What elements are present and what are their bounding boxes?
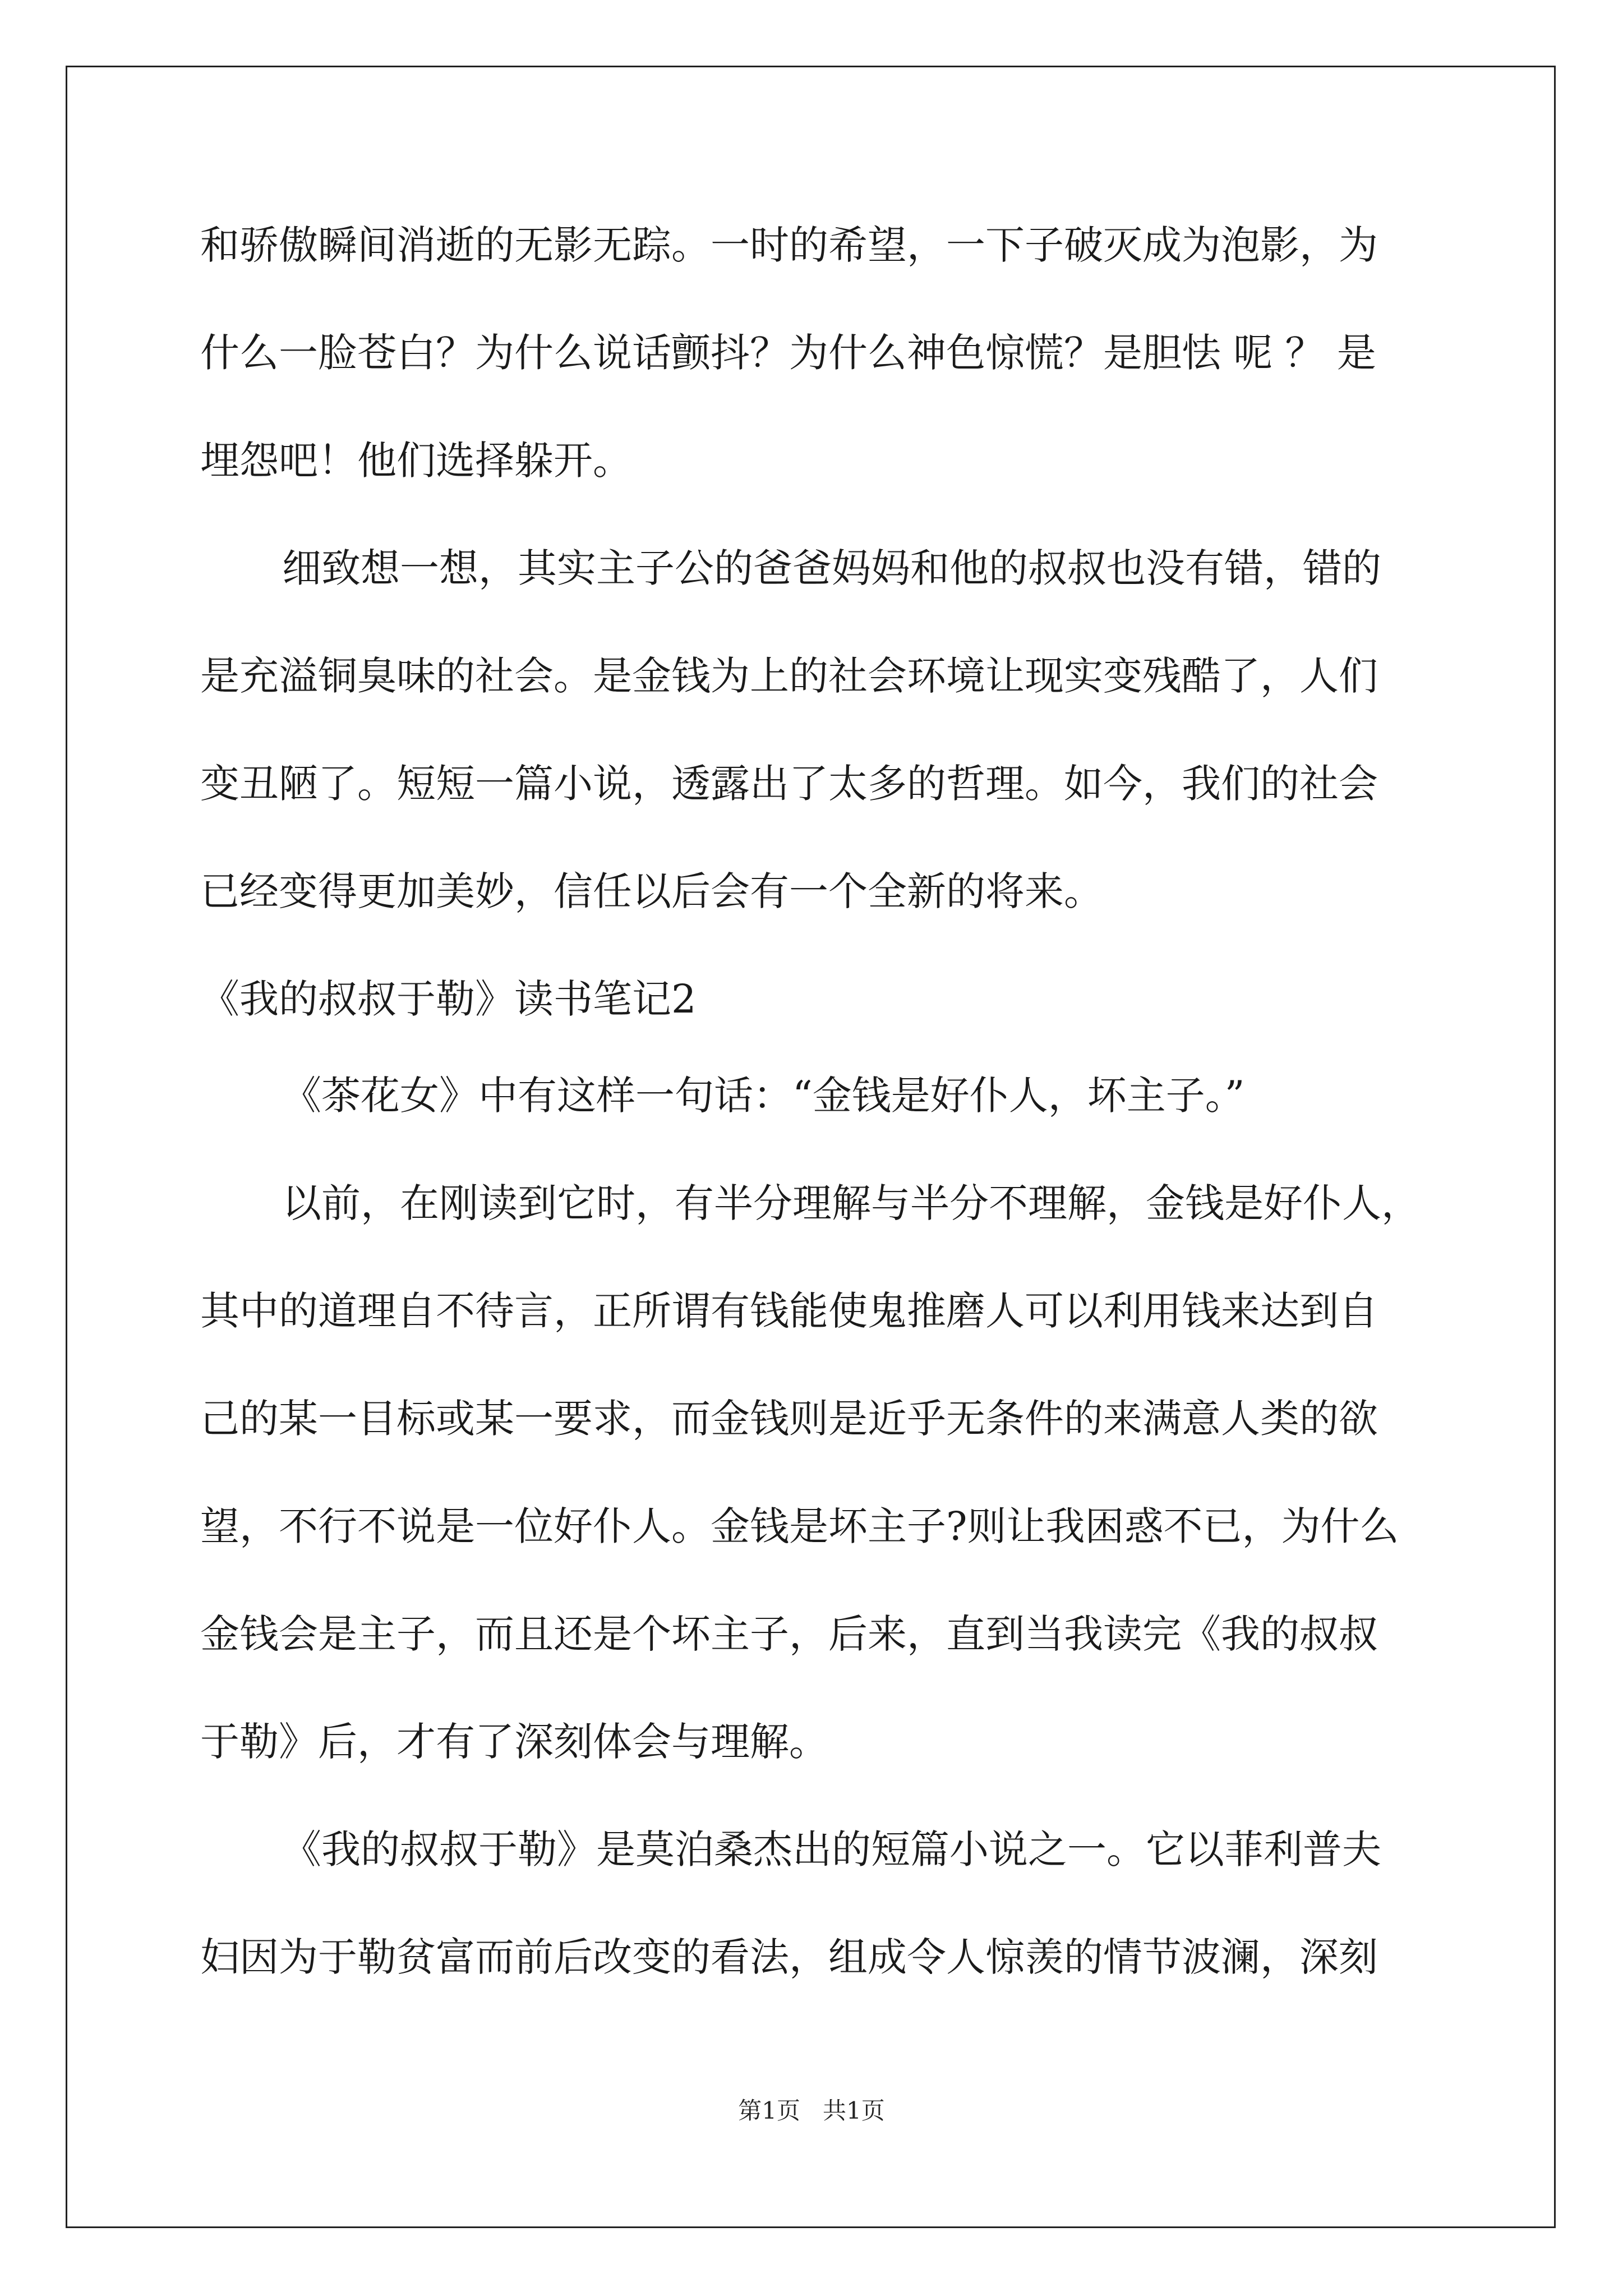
line-text: 《我的叔叔于勒》是莫泊桑杰出的短篇小说之一。它以菲利普夫 xyxy=(282,1826,1381,1872)
text-line xyxy=(200,861,1434,968)
text-line xyxy=(200,1603,1434,1711)
line-text: 《茶花女》中有这样一句话：“金钱是好仆人，坏主子。” xyxy=(282,1073,1245,1119)
line-text: 细致想一想，其实主子公的爸爸妈妈和他的叔叔也没有错，错的 xyxy=(282,545,1381,591)
line-text: 以前，在刚读到它时，有半分理解与半分不理解，金钱是好仆人， xyxy=(282,1180,1421,1226)
line-text: 望，不行不说是一位好仆人。金钱是坏主子?则让我困惑不已，为什么 xyxy=(200,1503,1399,1549)
paragraph-first-line xyxy=(200,1065,1434,1172)
paragraph-first-line xyxy=(200,537,1434,645)
section-heading xyxy=(200,968,1434,1065)
text-line xyxy=(200,1280,1434,1388)
text-line xyxy=(200,753,1434,861)
line-text: 变丑陋了。短短一篇小说，透露出了太多的哲理。如今，我们的社会 xyxy=(200,761,1378,807)
text-line xyxy=(200,1926,1434,2034)
page-footer xyxy=(0,2095,1623,2127)
paragraph-first-line xyxy=(200,1819,1434,1926)
line-text: 是充溢铜臭味的社会。是金钱为上的社会环境让现实变残酷了，人们 xyxy=(200,653,1378,699)
line-text: 金钱会是主子，而且还是个坏主子，后来，直到当我读完《我的叔叔 xyxy=(200,1611,1378,1657)
paragraph-first-line xyxy=(200,1172,1434,1280)
line-text: 其中的道理自不待言，正所谓有钱能使鬼推磨人可以利用钱来达到自 xyxy=(200,1288,1378,1334)
text-line xyxy=(200,1388,1434,1496)
text-line xyxy=(200,1496,1434,1603)
text-line xyxy=(200,322,1434,430)
text-line xyxy=(200,214,1434,322)
document-body xyxy=(200,214,1434,2034)
text-line xyxy=(200,430,1434,537)
page-total: 共1页 xyxy=(823,2097,885,2124)
line-text: 己的某一目标或某一要求，而金钱则是近乎无条件的来满意人类的欲 xyxy=(200,1396,1378,1442)
line-text: 已经变得更加美妙，信任以后会有一个全新的将来。 xyxy=(200,868,1103,914)
line-text: 埋怨吧！他们选择躲开。 xyxy=(200,438,632,484)
text-line xyxy=(200,1711,1434,1819)
line-text: 和骄傲瞬间消逝的无影无踪。一时的希望，一下子破灭成为泡影，为 xyxy=(200,222,1378,268)
page-number: 第1页 xyxy=(738,2097,800,2124)
text-line xyxy=(200,645,1434,753)
line-text: 于勒》后，才有了深刻体会与理解。 xyxy=(200,1719,828,1765)
line-text: 妇因为于勒贫富而前后改变的看法，组成令人惊羡的情节波澜，深刻 xyxy=(200,1934,1378,1980)
heading-text: 《我的叔叔于勒》读书笔记2 xyxy=(200,976,697,1022)
line-text: 什么一脸苍白？为什么说话颤抖？为什么神色惊慌？是胆怯 呢 ？ 是 xyxy=(200,330,1376,376)
